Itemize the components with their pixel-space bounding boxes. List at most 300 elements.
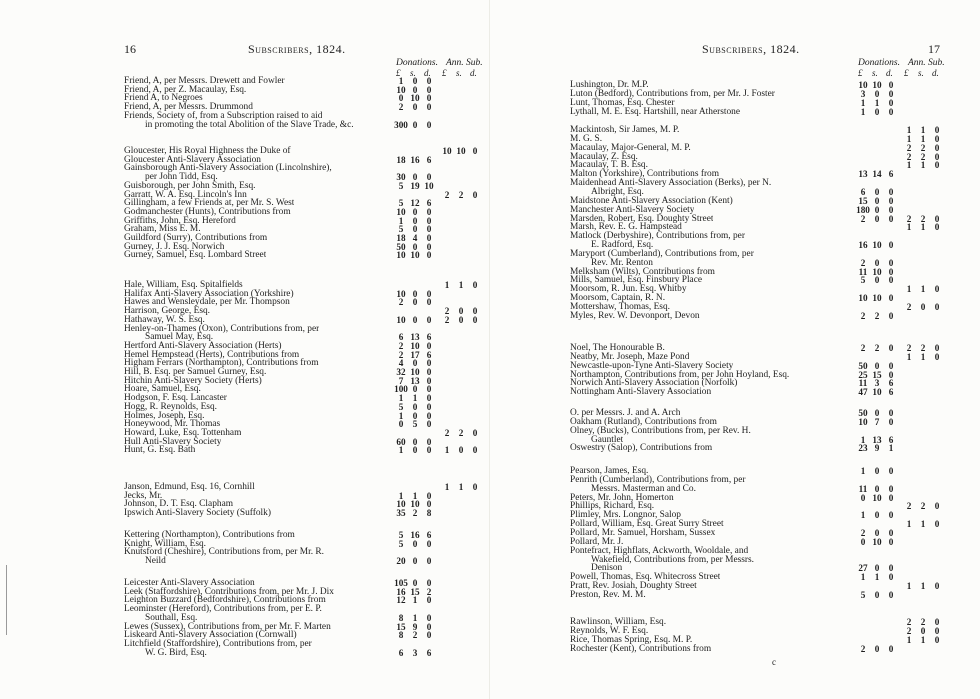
- subscriber-name: Hitchin Anti-Slavery Society (Herts): [124, 375, 262, 386]
- subscriber-name: Halifax Anti-Slavery Association (Yorkshire): [124, 288, 294, 299]
- annual-pounds: 1: [906, 160, 912, 171]
- subscriber-name: Newcastle-upon-Tyne Anti-Slavery Society: [570, 360, 734, 371]
- annual-pounds: 1: [906, 125, 912, 135]
- annual-shillings: 10: [456, 146, 466, 156]
- donation-pounds: 7: [398, 375, 404, 386]
- annual-shillings: 2: [920, 151, 926, 162]
- subscriber-name: Hill, B. Esq. per Samuel Gurney, Esq.: [124, 367, 267, 377]
- donation-pence: 0: [426, 314, 432, 325]
- donation-pounds: 50: [396, 241, 406, 252]
- donation-pence: 0: [888, 88, 894, 99]
- donation-pence: 0: [888, 266, 894, 277]
- annual-pounds: 2: [444, 306, 450, 317]
- donation-shillings: 1: [412, 595, 418, 606]
- donation-pounds: 11: [858, 266, 868, 277]
- annual-pence: 0: [934, 142, 940, 153]
- annual-pence: 0: [472, 314, 478, 325]
- donation-pence: 0: [426, 384, 432, 395]
- subscriber-name: Griffiths, John, Esq. Hereford: [124, 215, 236, 226]
- donation-shillings: 10: [872, 387, 882, 398]
- annual-pounds: 2: [906, 625, 912, 636]
- donation-pounds: 10: [858, 80, 868, 90]
- donation-shillings: 10: [872, 266, 882, 277]
- subscriber-name: Janson, Edmund, Esq. 16, Cornhill: [124, 482, 255, 492]
- annual-pence: 0: [934, 634, 940, 645]
- subscriber-name: Ipswich Anti-Slavery Society (Suffolk): [124, 508, 271, 519]
- subscriber-name: Northampton, Contributions from, per John Hoyland, Esq.: [570, 369, 790, 380]
- donation-pence: 0: [888, 466, 894, 476]
- donation-shillings: 10: [872, 536, 882, 547]
- running-head: Subscribers, 1824.: [702, 42, 800, 56]
- pence-unit: d.: [886, 68, 893, 78]
- annual-shillings: 2: [920, 617, 926, 627]
- subscriber-name: Hathaway, W. S. Esq.: [124, 314, 205, 325]
- annual-shillings: 2: [458, 189, 464, 200]
- subscriber-name: Mackintosh, Sir James, M. P.: [570, 125, 680, 135]
- donation-shillings: 10: [410, 499, 420, 510]
- donation-pounds: 15: [858, 195, 868, 206]
- annual-pence: 0: [472, 306, 478, 317]
- donation-pounds: 6: [398, 332, 404, 343]
- donation-pence: 0: [426, 206, 432, 217]
- subscriber-name: Moorsom, R. Jun. Esq. Whitby: [570, 284, 687, 295]
- donation-pounds: 1: [398, 490, 404, 501]
- donation-pounds: 0: [860, 492, 866, 503]
- donation-pence: 0: [888, 483, 894, 494]
- annual-pounds: 2: [906, 142, 912, 153]
- subscriber-name: Hoare, Samuel, Esq.: [124, 384, 201, 395]
- subscriber-entry: [570, 443, 980, 453]
- subscriber-name: Mottershaw, Thomas, Esq.: [570, 302, 670, 312]
- subscriber-name: Rawlinson, William, Esq.: [570, 617, 667, 627]
- subscriber-name: Norwich Anti-Slavery Association (Norfolk): [570, 378, 738, 389]
- annual-pence: 0: [934, 343, 940, 353]
- donation-shillings: 0: [412, 401, 418, 412]
- annual-shillings: 1: [458, 280, 464, 290]
- donation-pounds: 12: [396, 595, 406, 606]
- donation-shillings: 0: [412, 76, 418, 86]
- subscriber-name: Peters, Mr. John, Homerton: [570, 492, 674, 503]
- annual-pence: 0: [934, 501, 940, 512]
- subscriber-name: Rice, Thomas Spring, Esq. M. P.: [570, 634, 693, 645]
- subscriber-name: Maidenhead Anti-Slavery Association (Berks), per N.: [570, 178, 772, 189]
- shillings-unit: s.: [456, 68, 462, 78]
- donation-pounds: 5: [398, 224, 404, 235]
- donation-shillings: 0: [874, 563, 880, 574]
- donation-pence: 6: [888, 387, 894, 398]
- subscriber-name: Albright, Esq.: [591, 186, 644, 197]
- subscriber-name: Lushington, Dr. M.P.: [570, 80, 649, 90]
- donation-pence: 0: [888, 643, 894, 654]
- donation-pounds: 1: [860, 97, 866, 108]
- shillings-unit: s.: [918, 68, 924, 78]
- annual-pounds: 2: [906, 343, 912, 353]
- donation-pence: 0: [426, 297, 432, 308]
- donation-pence: 10: [424, 180, 434, 191]
- donation-pence: 0: [426, 358, 432, 369]
- subscriber-name: Malton (Yorkshire), Contributions from: [570, 169, 720, 180]
- subscriber-name: Lythall, M. E. Esq. Hartshill, near Atherstone: [570, 106, 741, 117]
- donation-shillings: 13: [410, 332, 420, 343]
- donation-pence: 0: [888, 257, 894, 268]
- signature-mark: c: [772, 657, 776, 667]
- donation-shillings: 0: [412, 578, 418, 588]
- donation-pounds: 10: [396, 314, 406, 325]
- donation-pence: 0: [426, 578, 432, 588]
- donation-shillings: 1: [412, 612, 418, 623]
- annual-pence: 0: [934, 625, 940, 636]
- donation-pence: 0: [426, 224, 432, 235]
- annual-pence: 0: [472, 146, 478, 156]
- subscriber-name: Litchfield (Staffordshire), Contributions from, per: [124, 638, 312, 649]
- subscriber-name: Marsh, Rev. E. G. Hampstead: [570, 222, 682, 233]
- donation-pence: 0: [888, 572, 894, 583]
- donations-column-head: Donations.: [396, 58, 438, 68]
- donation-pence: 0: [426, 393, 432, 404]
- donation-shillings: 15: [872, 369, 882, 380]
- donation-shillings: 1: [412, 393, 418, 404]
- donation-pence: 8: [426, 508, 432, 519]
- annual-pounds: 1: [906, 284, 912, 295]
- donation-pence: 0: [888, 213, 894, 224]
- donation-shillings: 0: [412, 206, 418, 217]
- donation-shillings: 0: [412, 358, 418, 369]
- annual-pounds: 1: [906, 581, 912, 592]
- donation-pence: 0: [888, 204, 894, 215]
- annual-shillings: 2: [920, 213, 926, 224]
- donation-shillings: 0: [412, 119, 418, 130]
- annual-pence: 0: [934, 151, 940, 162]
- donation-pounds: 60: [396, 436, 406, 447]
- subscriber-name: Wakefield, Contributions from, per Messrs.: [591, 554, 755, 565]
- subscriber-name: Johnson, D. T. Esq. Clapham: [124, 499, 234, 510]
- donation-pounds: 11: [858, 378, 868, 389]
- donation-pence: 0: [888, 510, 894, 521]
- donation-pounds: 2: [398, 297, 404, 308]
- donation-pounds: 5: [398, 538, 404, 549]
- donation-shillings: 10: [872, 240, 882, 251]
- subscriber-name: Reynolds, W. F. Esq.: [570, 625, 649, 636]
- donation-shillings: 0: [412, 288, 418, 299]
- subscriber-name: Macaulay, Z. Esq.: [570, 151, 638, 162]
- donation-pence: 0: [888, 492, 894, 503]
- donation-shillings: 16: [410, 154, 420, 165]
- subscriber-name: Pearson, James, Esq.: [570, 466, 649, 476]
- subscriber-name: Rochester (Kent), Contributions from: [570, 643, 712, 654]
- donation-pounds: 1: [860, 106, 866, 117]
- subscriber-name: Hawes and Wensleydale, per Mr. Thompson: [124, 297, 290, 308]
- annual-pence: 0: [934, 351, 940, 362]
- subscriber-name: Kettering (Northampton), Contributions from: [124, 530, 295, 540]
- donation-pence: 0: [426, 172, 432, 183]
- donation-pounds: 50: [858, 360, 868, 371]
- annual-pence: 0: [934, 133, 940, 144]
- subscriber-name: O. per Messrs. J. and A. Arch: [570, 408, 681, 418]
- donation-pence: 0: [888, 275, 894, 286]
- donation-pence: 0: [888, 80, 894, 90]
- subscriber-name: Southall, Esq.: [145, 612, 198, 623]
- subscriber-name: Plimley, Mrs. Longnor, Salop: [570, 510, 681, 521]
- donation-pounds: 2: [860, 643, 866, 654]
- subscriber-name: Hertford Anti-Slavery Association (Herts): [124, 340, 282, 351]
- pence-unit: d.: [932, 68, 939, 78]
- subscriber-name: Hale, William, Esq. Spitalfields: [124, 280, 243, 290]
- donation-shillings: 1: [874, 97, 880, 108]
- donation-shillings: 0: [412, 436, 418, 447]
- subscriber-entry: [124, 250, 490, 260]
- donation-pence: 0: [888, 369, 894, 380]
- donation-shillings: 10: [872, 80, 882, 90]
- annual-pounds: 2: [906, 151, 912, 162]
- annual-shillings: 1: [920, 125, 926, 135]
- subscriber-name: Olney, (Bucks), Contributions from, per Rev. H.: [570, 425, 751, 436]
- donation-pounds: 2: [860, 257, 866, 268]
- annual-pounds: 1: [444, 482, 450, 492]
- subscriber-name: Hogg, R. Reynolds, Esq.: [124, 401, 217, 412]
- annual-pence: 0: [472, 482, 478, 492]
- donation-pence: 0: [426, 93, 432, 104]
- donation-pence: 6: [426, 647, 432, 658]
- subscriber-name: Myles, Rev. W. Devonport, Devon: [570, 310, 700, 321]
- donation-shillings: 0: [874, 195, 880, 206]
- donation-shillings: 0: [412, 384, 418, 395]
- donation-shillings: 3: [412, 647, 418, 658]
- subscriber-name: Henley-on-Thames (Oxon), Contributions from, per: [124, 323, 320, 334]
- donation-shillings: 12: [410, 198, 420, 209]
- donation-shillings: 0: [412, 215, 418, 226]
- donation-pounds: 5: [398, 530, 404, 540]
- donation-shillings: 10: [872, 293, 882, 304]
- subscriber-name: Pratt, Rev. Josiah, Doughty Street: [570, 581, 697, 592]
- donation-pence: 0: [426, 595, 432, 606]
- donation-shillings: 0: [412, 102, 418, 113]
- donation-pence: 0: [888, 97, 894, 108]
- donation-pounds: 13: [858, 169, 868, 180]
- annual-pounds: 2: [906, 213, 912, 224]
- annual-pence: 0: [472, 427, 478, 438]
- subscriber-entry: [570, 644, 980, 654]
- donation-pence: 0: [426, 538, 432, 549]
- subscriber-name: Oswestry (Salop), Contributions from: [570, 443, 713, 454]
- donation-shillings: 0: [874, 213, 880, 224]
- donation-pounds: 2: [398, 340, 404, 351]
- subscriber-name: Preston, Rev. M. M.: [570, 589, 646, 600]
- donation-shillings: 9: [412, 621, 418, 632]
- donation-shillings: 10: [410, 367, 420, 377]
- subscriber-entry: [124, 445, 490, 455]
- annual-pence: 0: [934, 519, 940, 530]
- donation-shillings: 0: [412, 410, 418, 421]
- annual-pounds: 2: [444, 189, 450, 200]
- subscriber-entry: [570, 107, 980, 117]
- donation-shillings: 7: [874, 416, 880, 427]
- donation-pence: 0: [888, 527, 894, 538]
- subscriber-name: Knight, William, Esq.: [124, 538, 206, 549]
- donation-pounds: 5: [860, 275, 866, 286]
- donation-shillings: 0: [412, 314, 418, 325]
- donation-pence: 0: [426, 621, 432, 632]
- subscriber-name: Hemel Hempstead (Herts), Contributions from: [124, 349, 300, 360]
- donation-pence: 0: [888, 293, 894, 304]
- donation-pence: 0: [426, 499, 432, 510]
- subscriber-name: Messrs. Masterman and Co.: [591, 483, 696, 494]
- donation-shillings: 2: [412, 508, 418, 519]
- subscriber-name: Luton (Bedford), Contributions from, per Mr. J. Foster: [570, 88, 775, 99]
- donation-pounds: 18: [396, 154, 406, 165]
- donation-pounds: 1: [860, 572, 866, 583]
- subscriber-name: E. Radford, Esq.: [591, 240, 654, 251]
- annual-pounds: 2: [906, 501, 912, 512]
- donation-pounds: 30: [396, 172, 406, 183]
- donation-shillings: 0: [874, 643, 880, 654]
- subscriber-name: Noel, The Honourable B.: [570, 343, 665, 353]
- subscriber-name: Graham, Miss E. M.: [124, 224, 201, 235]
- donation-pence: 6: [888, 378, 894, 389]
- annual-pence: 0: [472, 189, 478, 200]
- donation-pence: 0: [426, 288, 432, 299]
- running-head: Subscribers, 1824.: [248, 42, 346, 56]
- subscriber-name: Leighton Buzzard (Bedfordshire), Contributions from: [124, 595, 326, 606]
- subscriber-name: Samuel May, Esq.: [145, 332, 214, 343]
- annual-shillings: 1: [920, 133, 926, 144]
- donation-shillings: 2: [412, 630, 418, 641]
- donation-pence: 0: [426, 215, 432, 226]
- subscriber-name: Maryport (Cumberland), Contributions from, per: [570, 248, 754, 259]
- subscriber-name: Lunt, Thomas, Esq. Chester: [570, 97, 675, 108]
- donation-pence: 0: [426, 556, 432, 567]
- donation-pounds: 300: [394, 119, 408, 130]
- donation-pounds: 1: [398, 410, 404, 421]
- donation-shillings: 10: [410, 340, 420, 351]
- subscriber-name: Jecks, Mr.: [124, 490, 163, 501]
- annual-shillings: 1: [920, 222, 926, 233]
- donation-pounds: 18: [396, 233, 406, 243]
- donation-pounds: 10: [396, 288, 406, 299]
- donation-pence: 0: [426, 630, 432, 641]
- donation-pounds: 8: [398, 612, 404, 623]
- donation-pence: 0: [426, 84, 432, 95]
- donation-shillings: 0: [412, 241, 418, 252]
- subscriber-entry: [124, 508, 490, 518]
- donation-shillings: 0: [412, 172, 418, 183]
- donation-pence: 0: [888, 106, 894, 117]
- donation-shillings: 10: [410, 250, 420, 261]
- donation-pence: 0: [426, 375, 432, 386]
- donation-pence: 0: [888, 195, 894, 206]
- donation-pence: 0: [426, 490, 432, 501]
- annual-pence: 0: [934, 213, 940, 224]
- donation-shillings: 0: [874, 88, 880, 99]
- donation-pence: 0: [426, 102, 432, 113]
- donation-pounds: 2: [860, 310, 866, 321]
- subscriber-name: Hull Anti-Slavery Society: [124, 436, 222, 447]
- donation-pounds: 47: [858, 387, 868, 398]
- subscriber-entry: [570, 387, 980, 397]
- annual-pence: 0: [934, 125, 940, 135]
- subscriber-entry: [570, 311, 980, 321]
- donation-pence: 6: [426, 154, 432, 165]
- donation-pounds: 16: [396, 586, 406, 597]
- subscriber-name: Nottingham Anti-Slavery Association: [570, 387, 712, 398]
- donation-pence: 6: [426, 530, 432, 540]
- annual-shillings: 0: [458, 306, 464, 317]
- donation-pence: 6: [426, 198, 432, 209]
- donation-pounds: 100: [394, 384, 408, 395]
- donation-shillings: 0: [874, 275, 880, 286]
- donation-pounds: 5: [398, 180, 404, 191]
- annual-pounds: 1: [444, 445, 450, 456]
- donation-shillings: 0: [874, 466, 880, 476]
- donation-pounds: 5: [398, 401, 404, 412]
- donation-pence: 0: [426, 436, 432, 447]
- donation-pounds: 1: [398, 445, 404, 456]
- donation-pounds: 15: [396, 621, 406, 632]
- donation-shillings: 0: [874, 106, 880, 117]
- donation-pence: 0: [426, 445, 432, 456]
- donation-shillings: 1: [874, 572, 880, 583]
- subscriber-name: Gauntlet: [591, 434, 624, 445]
- subscriber-name: Pontefract, Highflats, Ackworth, Wooldale, and: [570, 545, 749, 556]
- subscriber-name: Leicester Anti-Slavery Association: [124, 578, 255, 588]
- donation-pence: 0: [888, 240, 894, 251]
- donation-pounds: 32: [396, 367, 406, 377]
- annual-shillings: 1: [920, 284, 926, 295]
- subscriber-name: per John Tidd, Esq.: [145, 172, 218, 183]
- donation-shillings: 0: [412, 538, 418, 549]
- annual-shillings: 2: [920, 501, 926, 512]
- annual-pounds: 10: [442, 146, 452, 156]
- donation-pence: 0: [888, 416, 894, 427]
- donation-pounds: 10: [396, 206, 406, 217]
- donation-pence: 0: [888, 360, 894, 371]
- donation-pounds: 2: [398, 102, 404, 113]
- annual-subscription-column-head: Ann. Sub.: [446, 58, 483, 68]
- annual-shillings: 0: [920, 302, 926, 312]
- subscriber-name: Guildford (Surry), Contributions from: [124, 233, 268, 243]
- donation-pounds: 25: [858, 369, 868, 380]
- donation-shillings: 16: [410, 530, 420, 540]
- subscriber-name: Gurney, Samuel, Esq. Lombard Street: [124, 250, 267, 261]
- donation-shillings: 0: [412, 297, 418, 308]
- subscriber-entry: [124, 120, 490, 130]
- subscriber-name: Phillips, Richard, Esq.: [570, 501, 655, 512]
- subscriber-name: Hunt, G. Esq. Bath: [124, 445, 196, 456]
- annual-pounds: 1: [906, 222, 912, 233]
- subscriber-name: Gainsborough Anti-Slavery Association (Lincolnshire),: [124, 163, 332, 174]
- annual-pence: 0: [934, 581, 940, 592]
- donation-shillings: 0: [412, 224, 418, 235]
- annual-shillings: 1: [920, 519, 926, 530]
- donation-pence: 0: [888, 589, 894, 600]
- donation-pounds: 0: [398, 93, 404, 104]
- annual-pounds: 1: [906, 351, 912, 362]
- donation-pounds: 8: [398, 630, 404, 641]
- subscriber-name: Neatby, Mr. Joseph, Maze Pond: [570, 351, 690, 362]
- donation-shillings: 0: [874, 483, 880, 494]
- donation-shillings: 3: [874, 378, 880, 389]
- subscriber-name: Pollard, Mr. Samuel, Horsham, Sussex: [570, 527, 716, 538]
- donation-shillings: 0: [874, 408, 880, 418]
- subscriber-name: Moorsom, Captain, R. N.: [570, 293, 666, 304]
- subscriber-name: in promoting the total Abolition of the Slave Trade, &c.: [145, 119, 354, 130]
- annual-shillings: 1: [920, 160, 926, 171]
- donation-pence: 0: [888, 310, 894, 321]
- donation-shillings: 5: [412, 419, 418, 430]
- annual-shillings: 0: [458, 445, 464, 456]
- subscriber-name: Maidstone Anti-Slavery Association (Kent): [570, 195, 733, 206]
- donation-pence: 0: [426, 419, 432, 430]
- donations-column-head: Donations.: [858, 58, 900, 68]
